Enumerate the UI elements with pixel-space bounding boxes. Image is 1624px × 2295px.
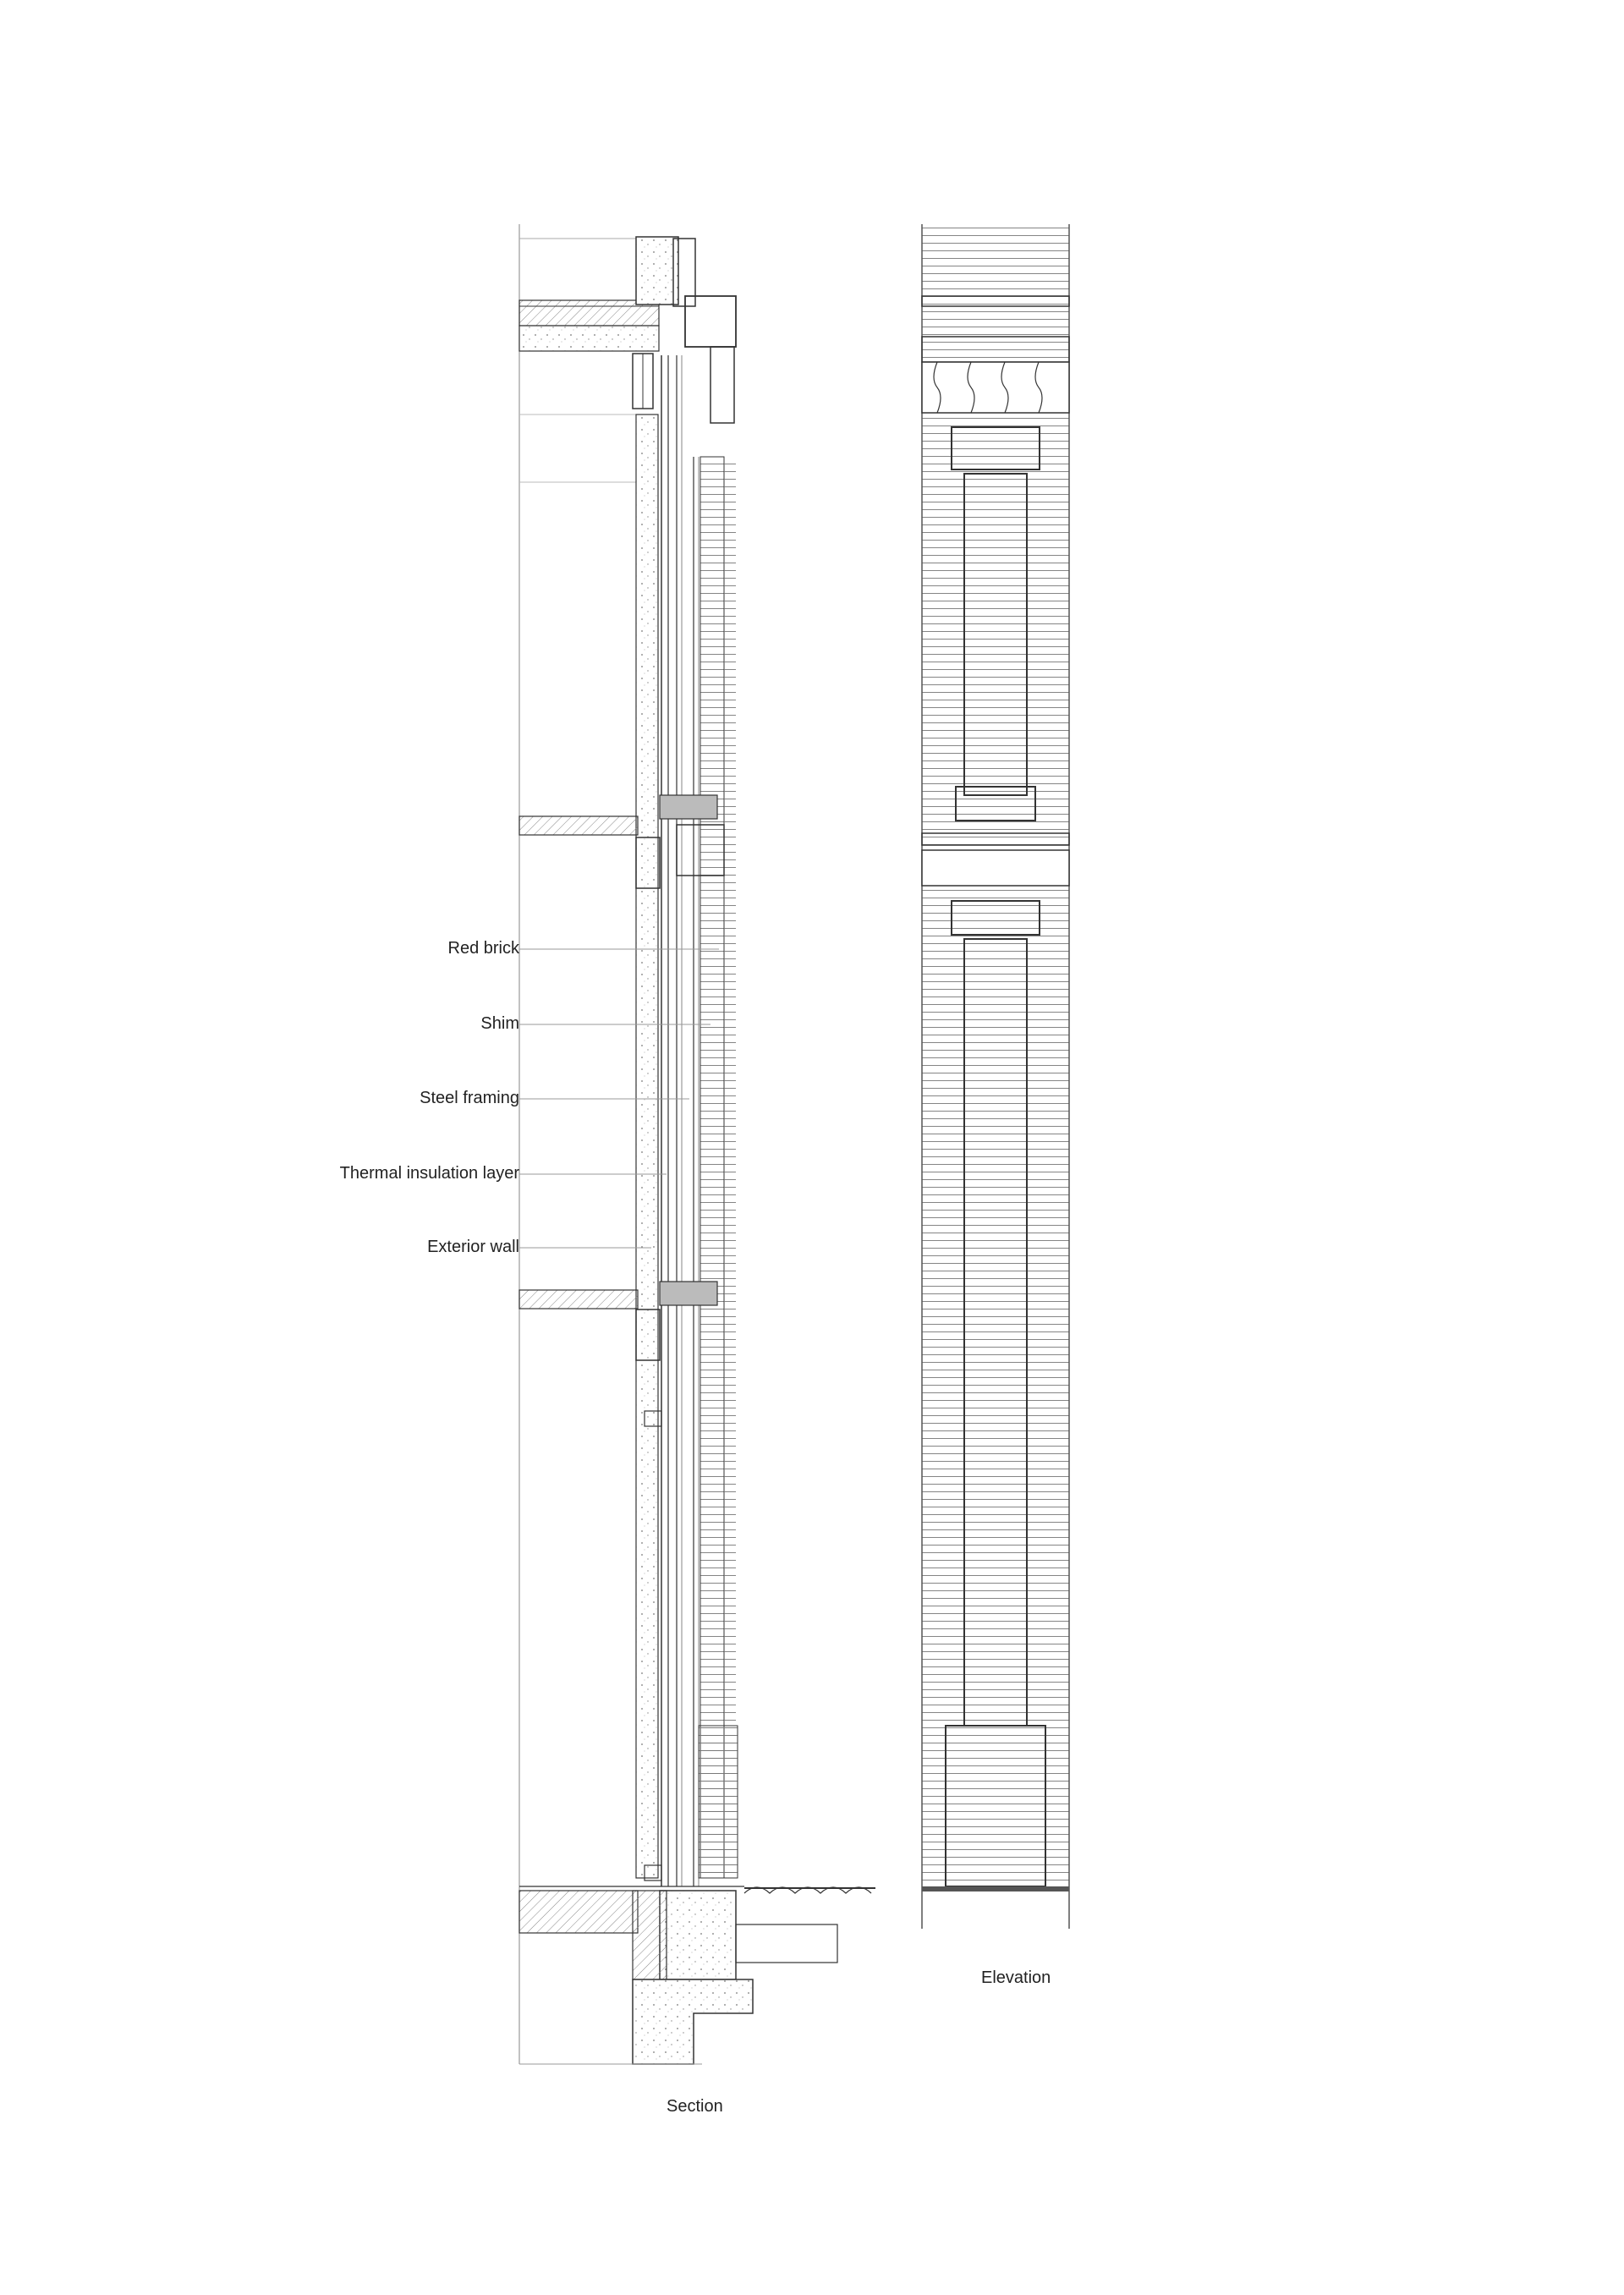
balustrade xyxy=(922,362,1069,413)
section-drawing xyxy=(519,224,875,2064)
elevation-drawing xyxy=(922,224,1069,1929)
wall-layers xyxy=(661,355,699,1886)
callout-red-brick: Red brick xyxy=(447,939,519,958)
callout-leaders xyxy=(519,949,719,1248)
exterior-wall xyxy=(636,415,658,1878)
callout-shim: Shim xyxy=(480,1014,519,1033)
callout-steel-framing: Steel framing xyxy=(420,1089,519,1107)
callout-exterior-wall: Exterior wall xyxy=(427,1238,519,1256)
brick-cladding xyxy=(699,457,738,1878)
callout-thermal-insulation: Thermal insulation layer xyxy=(339,1164,519,1183)
elevation-caption: Elevation xyxy=(981,1968,1051,1987)
roof-slab xyxy=(519,300,659,351)
foundation xyxy=(519,1886,875,2064)
floor-slab-2 xyxy=(519,1282,717,1360)
section-caption: Section xyxy=(667,2097,723,2116)
